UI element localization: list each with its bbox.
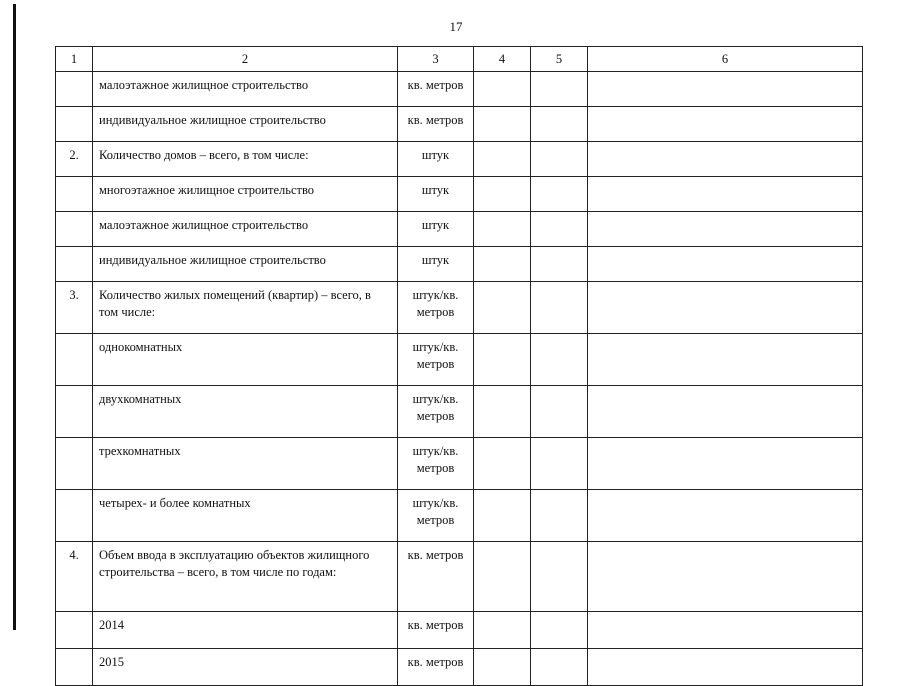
left-margin-rule (13, 4, 16, 630)
row-number (56, 386, 93, 438)
empty-cell (474, 142, 531, 177)
empty-cell (474, 212, 531, 247)
empty-cell (531, 649, 588, 686)
empty-cell (588, 72, 863, 107)
table-row (56, 142, 863, 177)
empty-cell (531, 107, 588, 142)
row-indicator: Объем ввода в эксплуатацию объектов жилищного строительства – всего, в том числе по годам: (93, 542, 398, 612)
row-indicator: малоэтажное жилищное строительство (93, 212, 398, 247)
header-cell: 6 (588, 47, 863, 72)
header-cell: 4 (474, 47, 531, 72)
row-indicator: двухкомнатных (93, 386, 398, 438)
row-number (56, 107, 93, 142)
row-unit: штук (398, 177, 474, 212)
table-row (56, 334, 863, 386)
empty-cell (531, 247, 588, 282)
row-indicator: многоэтажное жилищное строительство (93, 177, 398, 212)
row-unit: штук (398, 247, 474, 282)
empty-cell (531, 542, 588, 612)
empty-cell (531, 177, 588, 212)
empty-cell (588, 142, 863, 177)
row-unit: штук (398, 142, 474, 177)
row-number (56, 177, 93, 212)
row-indicator: однокомнатных (93, 334, 398, 386)
table-row (56, 490, 863, 542)
empty-cell (588, 612, 863, 649)
row-indicator: Количество жилых помещений (квартир) – всего, в том числе: (93, 282, 398, 334)
empty-cell (474, 177, 531, 212)
empty-cell (588, 107, 863, 142)
empty-cell (588, 542, 863, 612)
empty-cell (531, 142, 588, 177)
empty-cell (474, 438, 531, 490)
row-unit: штук/кв. метров (398, 490, 474, 542)
empty-cell (588, 386, 863, 438)
empty-cell (531, 612, 588, 649)
table-row (56, 212, 863, 247)
header-cell: 1 (56, 47, 93, 72)
table-row (56, 386, 863, 438)
row-indicator: 2015 (93, 649, 398, 686)
row-number (56, 72, 93, 107)
row-number (56, 334, 93, 386)
row-number: 3. (56, 282, 93, 334)
row-indicator: четырех- и более комнатных (93, 490, 398, 542)
empty-cell (531, 282, 588, 334)
empty-cell (588, 649, 863, 686)
header-cell: 2 (93, 47, 398, 72)
empty-cell (531, 490, 588, 542)
empty-cell (531, 386, 588, 438)
row-unit: штук/кв. метров (398, 334, 474, 386)
row-indicator: 2014 (93, 612, 398, 649)
table-row (56, 177, 863, 212)
table-row (56, 612, 863, 649)
empty-cell (531, 72, 588, 107)
row-number (56, 612, 93, 649)
empty-cell (474, 247, 531, 282)
empty-cell (531, 438, 588, 490)
row-number (56, 490, 93, 542)
empty-cell (531, 334, 588, 386)
empty-cell (474, 334, 531, 386)
table-row (56, 247, 863, 282)
table-row (56, 649, 863, 686)
row-unit: кв. метров (398, 612, 474, 649)
empty-cell (474, 107, 531, 142)
row-indicator: индивидуальное жилищное строительство (93, 107, 398, 142)
page-number: 17 (449, 19, 463, 34)
empty-cell (588, 490, 863, 542)
empty-cell (588, 177, 863, 212)
empty-cell (474, 649, 531, 686)
empty-cell (531, 212, 588, 247)
row-indicator: малоэтажное жилищное строительство (93, 72, 398, 107)
row-number (56, 212, 93, 247)
row-number: 2. (56, 142, 93, 177)
empty-cell (588, 438, 863, 490)
header-cell: 5 (531, 47, 588, 72)
empty-cell (588, 212, 863, 247)
header-cell: 3 (398, 47, 474, 72)
row-indicator: Количество домов – всего, в том числе: (93, 142, 398, 177)
empty-cell (474, 490, 531, 542)
row-unit: кв. метров (398, 72, 474, 107)
row-unit: кв. метров (398, 542, 474, 612)
empty-cell (474, 542, 531, 612)
table-row (56, 438, 863, 490)
table-row (56, 542, 863, 612)
row-unit: кв. метров (398, 107, 474, 142)
table-row (56, 72, 863, 107)
row-indicator: трехкомнатных (93, 438, 398, 490)
row-number (56, 438, 93, 490)
row-number: 4. (56, 542, 93, 612)
empty-cell (474, 612, 531, 649)
empty-cell (588, 247, 863, 282)
row-number (56, 247, 93, 282)
empty-cell (588, 334, 863, 386)
table-row (56, 282, 863, 334)
empty-cell (474, 386, 531, 438)
empty-cell (588, 282, 863, 334)
empty-cell (474, 282, 531, 334)
row-unit: штук/кв. метров (398, 386, 474, 438)
table-row (56, 107, 863, 142)
row-unit: кв. метров (398, 649, 474, 686)
row-indicator: индивидуальное жилищное строительство (93, 247, 398, 282)
header-row (56, 47, 863, 72)
row-unit: штук/кв. метров (398, 282, 474, 334)
row-unit: штук (398, 212, 474, 247)
row-number (56, 649, 93, 686)
empty-cell (474, 72, 531, 107)
row-unit: штук/кв. метров (398, 438, 474, 490)
data-table (55, 46, 863, 686)
